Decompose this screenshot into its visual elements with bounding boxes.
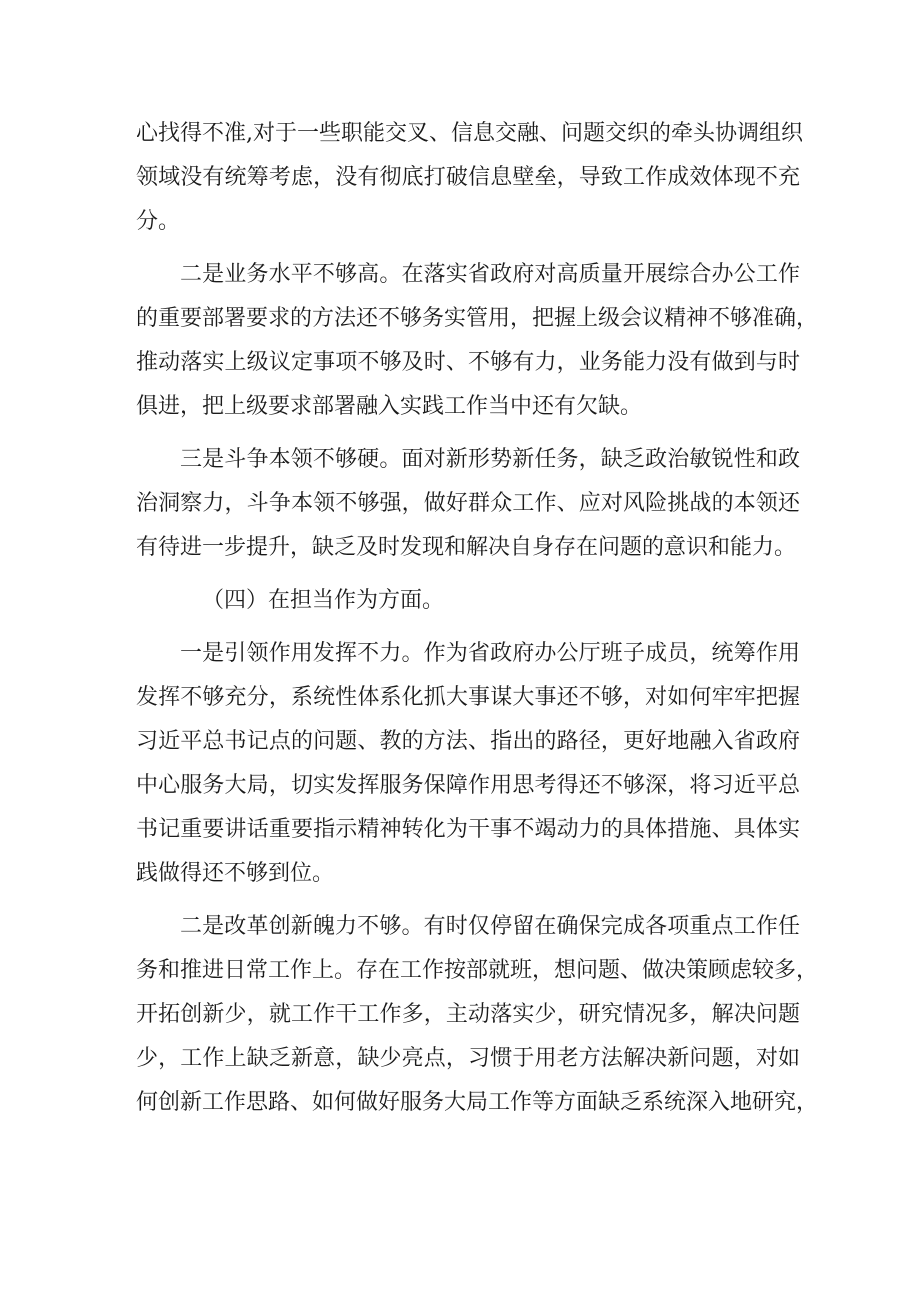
text-line: 一是引领作用发挥不力。作为省政府办公厅班子成员，统筹作用 xyxy=(180,641,800,666)
text-line: 中心服务大局，切实发挥服务保障作用思考得还不够深，将习近平总 xyxy=(136,773,800,798)
text-line: 分。 xyxy=(136,209,181,234)
text-line: 三是斗争本领不够硬。面对新形势新任务，缺乏政治敏锐性和政 xyxy=(180,447,800,472)
paragraph-business-level xyxy=(136,253,819,429)
text-line: 开拓创新少，就工作干工作多，主动落实少，研究情况多，解决问题 xyxy=(136,1002,800,1027)
text-line: 习近平总书记点的问题、教的方法、指出的路径，更好地融入省政府 xyxy=(136,729,800,754)
text-line: 发挥不够充分，系统性体系化抓大事谋大事还不够，对如何牢牢把握 xyxy=(136,685,800,710)
text-line: 何创新工作思路、如何做好服务大局工作等方面缺乏系统深入地研究， xyxy=(136,1090,819,1115)
document-body xyxy=(136,112,819,1134)
text-line: 践做得还不够到位。 xyxy=(136,861,335,886)
text-line: 推动落实上级议定事项不够及时、不够有力，业务能力没有做到与时 xyxy=(136,350,800,375)
section-heading xyxy=(136,579,800,623)
text-line: 心找得不准,对于一些职能交叉、信息交融、问题交织的牵头协调组织 xyxy=(136,121,803,146)
text-line: 务和推进日常工作上。存在工作按部就班，想问题、做决策顾虑较多， xyxy=(136,958,819,983)
text-line: 二是业务水平不够高。在落实省政府对高质量开展综合办公工作 xyxy=(180,262,800,287)
text-line: 治洞察力，斗争本领不够强，做好群众工作、应对风险挑战的本领还 xyxy=(136,491,800,516)
text-line: 领域没有统筹考虑，没有彻底打破信息壁垒，导致工作成效体现不充 xyxy=(136,165,800,190)
text-line: 书记重要讲话重要指示精神转化为干事不竭动力的具体措施、具体实 xyxy=(136,817,800,842)
text-line: 有待进一步提升，缺乏及时发现和解决自身存在问题的意识和能力。 xyxy=(136,535,797,560)
paragraph-struggle-skill xyxy=(136,438,800,570)
text-line: 的重要部署要求的方法还不够务实管用，把握上级会议精神不够准确， xyxy=(136,306,819,331)
text-line: 二是改革创新魄力不够。有时仅停留在确保完成各项重点工作任 xyxy=(180,914,800,939)
paragraph-continuation xyxy=(136,112,803,244)
text-line: 俱进，把上级要求部署融入实践工作当中还有欠缺。 xyxy=(136,394,643,419)
text-line: 少，工作上缺乏新意，缺少亮点，习惯于用老方法解决新问题，对如 xyxy=(136,1046,800,1071)
section-heading-text: （四）在担当作为方面。 xyxy=(202,588,445,613)
paragraph-reform-innovation xyxy=(136,905,819,1125)
paragraph-leading-role xyxy=(136,632,800,896)
